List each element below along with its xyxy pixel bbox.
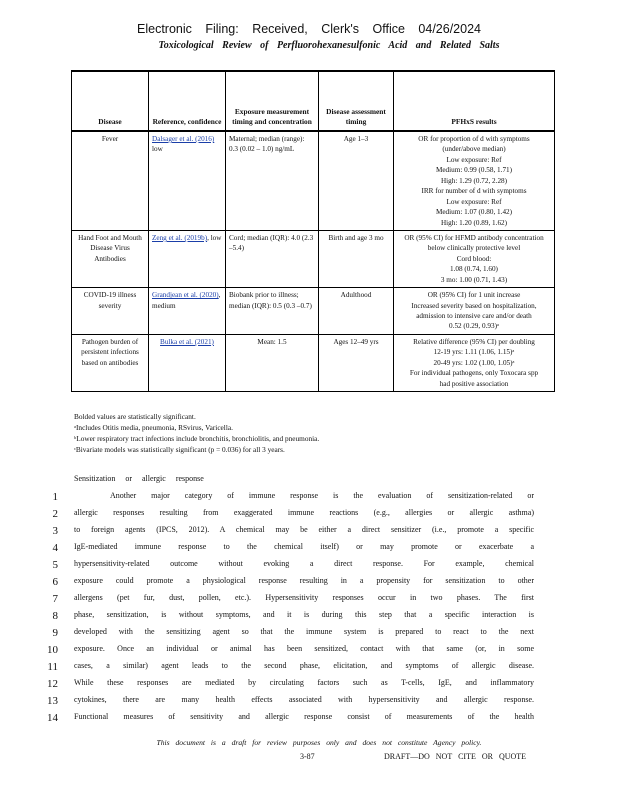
line-text: allergic responses resulting from exaggerated immune reactions (e.g., allergies or allergic asthma) [74, 508, 534, 517]
text-line [0, 576, 618, 593]
result-line: OR (95% CI) for HFMD antibody concentration [404, 233, 544, 242]
line-number: 4 [52, 542, 58, 554]
note-line: Bolded values are statistically significant. [74, 412, 196, 421]
text-line [0, 712, 618, 729]
table-row [72, 131, 555, 230]
text-line [0, 695, 618, 712]
page-number: 3-87 [300, 752, 315, 761]
result-line: (under/above median) [442, 145, 506, 154]
line-number: 2 [52, 508, 58, 520]
line-text: exposure could promote a physiological response resulting in a propensity for sensitization to other [74, 576, 534, 585]
line-text: cytokines, there are many health effects associated with hypersensitivity and allergic response. [74, 695, 534, 704]
result-line: admission to intensive care and/or death [416, 312, 532, 320]
line-text: exposure. Once an individual or animal has been sensitized, contact with that same (or, in some [74, 644, 534, 653]
note-line: ᶜBivariate models was statistically significant (p = 0.036) for all 3 years. [74, 445, 285, 454]
reference-link[interactable]: Zeng et al. (2019b) [152, 233, 208, 242]
line-number: 14 [47, 712, 58, 724]
header-reference: Reference, confidence [149, 71, 226, 131]
result-line: Medium: 0.99 (0.58, 1.71) [435, 166, 513, 175]
cell-results [394, 334, 555, 391]
table-row [72, 334, 555, 391]
confidence-label: , medium [152, 291, 221, 310]
note-line: ᵃIncludes Otitis media, pneumonia, RSvirus, Varicella. [74, 423, 233, 432]
reference-link[interactable]: Bulka et al. (2021) [160, 337, 214, 346]
line-text: hypersensitivity-related outcome without evoking a direct response. For example, chemical [74, 559, 534, 568]
cell-results [394, 288, 555, 335]
result-line: For individual pathogens, only Toxocara spp [409, 369, 539, 378]
result-line: Medium: 1.07 (0.80, 1.42) [435, 208, 513, 217]
cell-assessment: Adulthood [319, 288, 394, 335]
cell-assessment: Ages 12–49 yrs [319, 334, 394, 391]
text-line [0, 644, 618, 661]
result-line: 0.52 (0.29, 0.93)ᵃ [449, 322, 499, 331]
cell-disease: Hand Foot and Mouth Disease Virus Antibodies [72, 230, 149, 287]
result-line: Cord blood: [456, 254, 492, 263]
result-line: Low exposure: Ref [446, 197, 502, 206]
text-line [0, 661, 618, 678]
header-results: PFHxS results [394, 71, 555, 131]
result-line: below clinically protective level [427, 244, 521, 253]
cell-reference [149, 131, 226, 230]
draft-notice: DRAFT—DO NOT CITE OR QUOTE [384, 752, 527, 761]
cell-exposure: Maternal; median (range): 0.3 (0.02 – 1.0) ng/mL [226, 131, 319, 230]
line-text: allergens (pet fur, dust, pollen, etc.). Hypersensitivity responses occur in two phases. The first [74, 593, 534, 602]
text-line [0, 542, 618, 559]
cell-reference [149, 230, 226, 287]
line-number: 8 [52, 610, 58, 622]
cell-assessment: Birth and age 3 mo [319, 230, 394, 287]
cell-exposure: Cord; median (IQR): 4.0 (2.3 –5.4) [226, 230, 319, 287]
result-line: 12-19 yrs: 1.11 (1.06, 1.15)ᵃ [433, 348, 515, 357]
result-line: 20-49 yrs: 1.02 (1.00, 1.05)ᵃ [433, 358, 515, 367]
result-line: had positive association [439, 379, 509, 388]
line-number: 1 [52, 491, 58, 503]
line-number: 6 [52, 576, 58, 588]
footer-disclaimer: This document is a draft for review purposes only and does not constitute Agency policy. [156, 738, 482, 747]
results-table [71, 70, 555, 392]
result-line: 1.08 (0.74, 1.60) [450, 265, 498, 274]
line-text: phase, sensitization, is without symptoms, and it is during this step that a specific interaction is [74, 610, 534, 619]
text-line [0, 491, 618, 508]
text-line [0, 610, 618, 627]
result-line: OR for proportion of d with symptoms [418, 135, 530, 143]
table-header-row [72, 71, 555, 131]
result-line: High: 1.20 (0.89, 1.62) [440, 218, 508, 227]
cell-reference [149, 334, 226, 391]
line-text: cases, a similar) agent leads to the second phase, elicitation, and symptoms of allergic disease. [74, 661, 534, 670]
line-text: Functional measures of sensitivity and allergic response consist of measurements of the health [74, 712, 534, 721]
line-number: 9 [52, 627, 58, 639]
line-text: IgE-mediated immune response to the chemical itself) or may promote or exacerbate a [74, 542, 534, 551]
line-text: to foreign agents (IPCS, 2012). A chemical may be either a direct sensitizer (i.e., promote a specific [74, 525, 534, 534]
text-line [0, 627, 618, 644]
cell-exposure: Biobank prior to illness; median (IQR): 0.5 (0.3 –0.7) [226, 288, 319, 335]
line-number: 7 [52, 593, 58, 605]
result-line: High: 1.29 (0.72, 2.28) [440, 176, 508, 185]
line-number: 3 [52, 525, 58, 537]
line-text: Another major category of immune response is the evaluation of sensitization-related or [110, 491, 534, 500]
result-line: Increased severity based on hospitalization, [411, 301, 537, 310]
header-exposure: Exposure measurement timing and concentration [226, 71, 319, 131]
confidence-label: , low [207, 233, 222, 242]
line-number: 13 [47, 695, 58, 707]
header-disease: Disease [72, 71, 149, 131]
cell-exposure: Mean: 1.5 [226, 334, 319, 391]
text-line [0, 593, 618, 610]
line-text: developed with the sensitizing agent so that the immune system is prepared to react to the next [74, 627, 534, 636]
result-line: Relative difference (95% CI) per doubling [413, 337, 535, 346]
line-number: 5 [52, 559, 58, 571]
reference-link[interactable]: Grandjean et al. (2020) [152, 291, 219, 300]
table-notes [74, 411, 319, 455]
result-line: OR (95% CI) for 1 unit increase [427, 291, 521, 300]
table-row [72, 230, 555, 287]
cell-disease: COVID-19 illness severity [72, 288, 149, 335]
cell-results [394, 131, 555, 230]
table-row [72, 288, 555, 335]
result-line: Low exposure: Ref [446, 155, 502, 164]
line-number: 11 [47, 661, 58, 673]
cell-disease: Pathogen burden of persistent infections based on antibodies [72, 334, 149, 391]
text-line [0, 559, 618, 576]
cell-reference [149, 288, 226, 335]
section-heading: Sensitization or allergic response [74, 474, 204, 483]
filing-stamp: Electronic Filing: Received, Clerk's Office 04/26/2024 [137, 22, 481, 36]
reference-link[interactable]: Dalsager et al. (2016) [152, 135, 215, 143]
line-text: While these responses are mediated by circulating factors such as T-cells, IgE, and inflammatory [74, 678, 534, 687]
result-line: IRR for number of d with symptoms [421, 187, 527, 196]
cell-results [394, 230, 555, 287]
header-assessment: Disease assessment timing [319, 71, 394, 131]
text-line [0, 678, 618, 695]
cell-assessment: Age 1–3 [319, 131, 394, 230]
line-number: 10 [47, 644, 58, 656]
result-line: 3 mo: 1.00 (0.71, 1.43) [440, 275, 508, 284]
line-number: 12 [47, 678, 58, 690]
text-line [0, 525, 618, 542]
note-line: ᵇLower respiratory tract infections include bronchitis, bronchiolitis, and pneumonia. [74, 434, 320, 443]
running-title: Toxicological Review of Perfluorohexanesulfonic Acid and Related Salts [158, 40, 500, 51]
text-line [0, 508, 618, 525]
cell-disease: Fever [72, 131, 149, 230]
confidence-label: low [152, 145, 163, 154]
